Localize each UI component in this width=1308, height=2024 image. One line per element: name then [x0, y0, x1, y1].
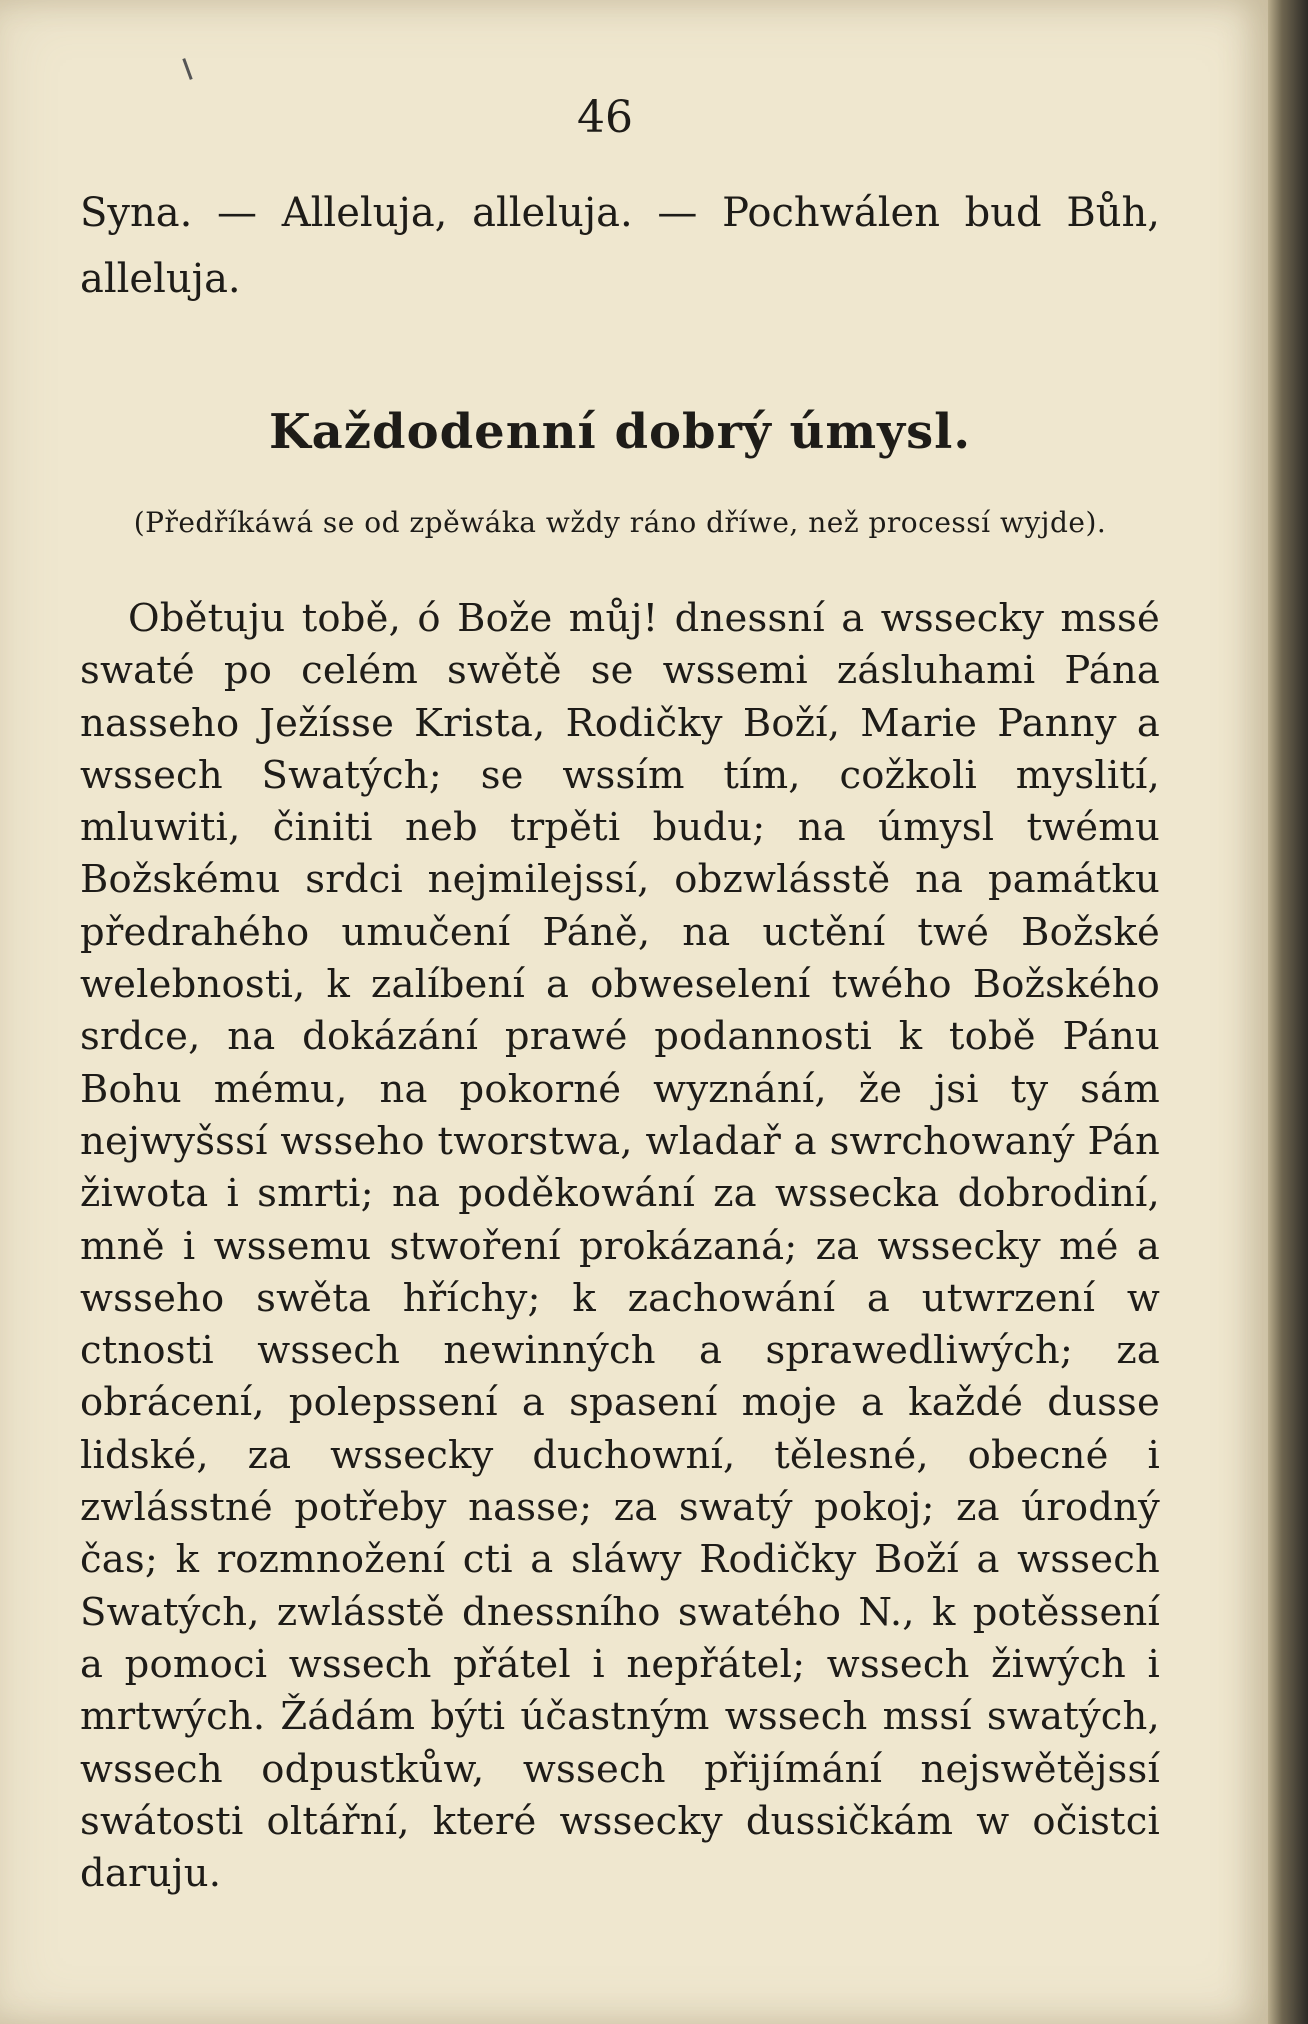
- section-subheading: (Předříkáwá se od zpěwáka wždy ráno dříwe, než processí wyjde).: [133, 506, 1107, 539]
- page-content: [80, 180, 1160, 1900]
- book-spine: [1268, 0, 1308, 2024]
- page-number: 46: [577, 92, 633, 143]
- body-paragraph: Obětuju tobě, ó Bože můj! dnessní a wssecky mssé swaté po celém swětě se wssemi zásluhami Pána nasseho Ježísse Krista, Rodičky Boží, Marie Panny a wssech Swatých; se wssím tím, cožkoli myslití, mluwiti, činiti neb trpěti budu; na úmysl twému Božskému srdci nejmilejssí, obzwlásstě na památku předrahého umučení Páně, na uctění twé Božské welebnosti, k zalíbení a obweselení twého Božského srdce, na dokázání prawé podannosti k tobě Pánu Bohu mému, na pokorné wyznání, že jsi ty sám nejwyšssí wsseho tworstwa, wladař a swrchowaný Pán žiwota i smrti; na poděkowání za wssecka dobrodiní, mně i wssemu stwoření prokázaná; za wssecky mé a wsseho swěta hříchy; k zachowání a utwrzení w ctnosti wssech newinných a sprawedliwých; za obrácení, polepssení a spasení moje a každé dusse lidské, za wssecky duchowní, tělesné, obecné i zwlásstné potřeby nasse; za swatý pokoj; za úrodný čas; k rozmnožení cti a sláwy Rodičky Boží a wssech Swatých, zwlásstě dnessního swatého N., k potěssení a pomoci wssech přátel i nepřátel; wssech žiwých i mrtwých. Žádám býti účastným wssech mssí swatých, wssech odpustkůw, wssech přijímání nejswětějssí swátosti oltářní, které wssecky dussičkám w očistci daruju.: [80, 596, 1160, 1897]
- intro-text: Syna. — Alleluja, alleluja. — Pochwálen bud Bůh, alleluja.: [80, 190, 1160, 302]
- section-heading: Každodenní dobrý úmysl.: [268, 404, 972, 460]
- ink-mark: [182, 58, 192, 80]
